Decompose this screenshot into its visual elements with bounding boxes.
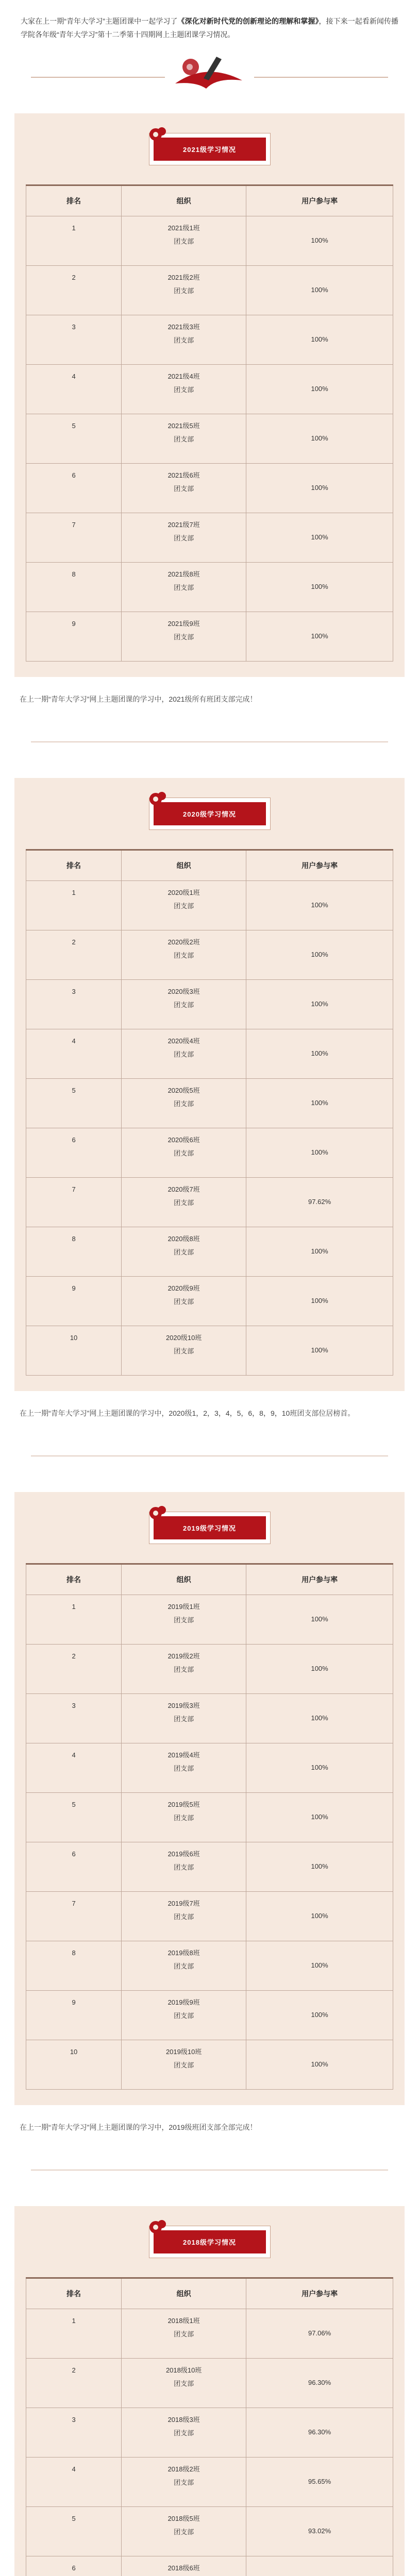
table-row xyxy=(26,414,393,464)
org-line-1: 2020级7班 xyxy=(167,1185,200,1193)
crane-divider-icon xyxy=(0,2134,419,2206)
rate-cell: 100% xyxy=(246,414,393,464)
rate-cell: 100% xyxy=(246,1128,393,1178)
org-cell xyxy=(122,1892,246,1941)
header-org: 组织 xyxy=(122,2278,246,2309)
rate-cell: 100% xyxy=(246,1277,393,1326)
org-line-2: 团支部 xyxy=(174,2330,194,2338)
table-header-row xyxy=(26,185,393,216)
org-line-1: 2020级5班 xyxy=(167,1087,200,1094)
rank-cell: 9 xyxy=(26,1991,122,2040)
ranking-table xyxy=(26,1563,393,2090)
section-badge xyxy=(26,792,393,849)
rate-cell: 100% xyxy=(246,216,393,266)
ranking-table xyxy=(26,2277,393,2576)
rate-cell: 100% xyxy=(246,1079,393,1128)
rank-cell: 7 xyxy=(26,1178,122,1227)
table-row xyxy=(26,1892,393,1941)
table-row xyxy=(26,1595,393,1645)
section-title: 2019级学习情况 xyxy=(154,1516,266,1539)
rate-cell: 96.30% xyxy=(246,2408,393,2458)
org-line-2: 团支部 xyxy=(174,1248,194,1256)
org-line-2: 团支部 xyxy=(174,336,194,344)
org-line-2: 团支部 xyxy=(174,633,194,641)
rate-cell: 97.62% xyxy=(246,1178,393,1227)
org-line-1: 2018级10班 xyxy=(165,2366,202,2374)
section-badge xyxy=(26,2221,393,2277)
rank-cell: 7 xyxy=(26,1892,122,1941)
decorative-divider xyxy=(0,2134,419,2206)
rate-cell: 100% xyxy=(246,1645,393,1694)
org-line-2: 团支部 xyxy=(174,1814,194,1822)
org-cell xyxy=(122,1178,246,1227)
table-row xyxy=(26,513,393,563)
rate-cell: 100% xyxy=(246,1842,393,1892)
org-line-1: 2018级3班 xyxy=(167,2416,200,2424)
rank-cell: 8 xyxy=(26,1941,122,1991)
org-cell xyxy=(122,1991,246,2040)
org-line-2: 团支部 xyxy=(174,1149,194,1157)
rank-cell: 6 xyxy=(26,464,122,513)
org-line-2: 团支部 xyxy=(174,1666,194,1673)
rate-cell: 100% xyxy=(246,1029,393,1079)
rate-cell: 100% xyxy=(246,980,393,1029)
table-row xyxy=(26,1991,393,2040)
rank-cell: 2 xyxy=(26,1645,122,1694)
section-title: 2021级学习情况 xyxy=(154,138,266,161)
org-line-2: 团支部 xyxy=(174,584,194,591)
table-row xyxy=(26,930,393,980)
rank-cell: 2 xyxy=(26,930,122,980)
rank-cell: 3 xyxy=(26,1694,122,1743)
org-line-1: 2018级6班 xyxy=(167,2564,200,2572)
rate-cell: 100% xyxy=(246,930,393,980)
org-line-2: 团支部 xyxy=(174,1001,194,1009)
org-line-2: 团支部 xyxy=(174,435,194,443)
org-cell xyxy=(122,216,246,266)
cloud-seal-icon xyxy=(144,122,170,148)
section-2021 xyxy=(14,113,405,677)
rank-cell: 4 xyxy=(26,2458,122,2507)
org-line-1: 2019级10班 xyxy=(165,2048,202,2056)
decorative-divider xyxy=(0,1420,419,1492)
header-rank: 排名 xyxy=(26,185,122,216)
org-cell xyxy=(122,1128,246,1178)
table-row xyxy=(26,464,393,513)
org-line-1: 2019级3班 xyxy=(167,1702,200,1709)
org-line-2: 团支部 xyxy=(174,1100,194,1108)
rank-cell: 5 xyxy=(26,1079,122,1128)
table-row xyxy=(26,1277,393,1326)
rank-cell: 4 xyxy=(26,365,122,414)
section-badge xyxy=(26,128,393,184)
rate-cell: 100% xyxy=(246,1991,393,2040)
rank-cell: 1 xyxy=(26,881,122,930)
rate-cell xyxy=(246,2556,393,2576)
table-row xyxy=(26,1645,393,1694)
ranking-table xyxy=(26,849,393,1376)
org-line-1: 2019级2班 xyxy=(167,1652,200,1660)
rank-cell: 2 xyxy=(26,2359,122,2408)
intro-bold-title: 《深化对新时代党的创新理论的理解和掌握》 xyxy=(177,17,319,25)
rank-cell: 10 xyxy=(26,1326,122,1376)
section-caption: 在上一期“青年大学习”网上主题团课的学习中，2021级所有班团支部完成！ xyxy=(20,695,257,703)
section-2018 xyxy=(14,2206,405,2576)
table-row xyxy=(26,1793,393,1842)
header-rate: 用户参与率 xyxy=(246,185,393,216)
org-line-2: 团支部 xyxy=(174,1050,194,1058)
table-row xyxy=(26,365,393,414)
rank-cell: 6 xyxy=(26,2556,122,2576)
org-line-1: 2018级1班 xyxy=(167,2317,200,2325)
org-cell xyxy=(122,1694,246,1743)
org-line-2: 团支部 xyxy=(174,2061,194,2069)
ranking-table xyxy=(26,184,393,662)
rank-cell: 5 xyxy=(26,2507,122,2556)
table-row xyxy=(26,2556,393,2576)
intro-suffix: ，接下来一起看新闻传播学院各年级“青年大学习”第十二季第十四期网上主题团课学习情况。 xyxy=(21,17,399,39)
org-cell xyxy=(122,2040,246,2090)
rate-cell: 97.06% xyxy=(246,2309,393,2359)
rate-cell: 100% xyxy=(246,881,393,930)
table-row xyxy=(26,1128,393,1178)
cloud-seal-icon xyxy=(144,787,170,812)
org-cell xyxy=(122,1079,246,1128)
header-rank: 排名 xyxy=(26,2278,122,2309)
rate-cell: 100% xyxy=(246,1326,393,1376)
org-cell xyxy=(122,2309,246,2359)
table-row xyxy=(26,1842,393,1892)
table-row xyxy=(26,1178,393,1227)
org-line-2: 团支部 xyxy=(174,1962,194,1970)
org-line-2: 团支部 xyxy=(174,902,194,910)
org-cell xyxy=(122,1029,246,1079)
org-cell xyxy=(122,2359,246,2408)
org-line-2: 团支部 xyxy=(174,1765,194,1772)
org-line-1: 2021级8班 xyxy=(167,570,200,578)
org-cell xyxy=(122,1277,246,1326)
org-line-1: 2020级9班 xyxy=(167,1284,200,1292)
org-cell xyxy=(122,881,246,930)
table-header-row xyxy=(26,850,393,881)
org-line-2: 团支部 xyxy=(174,1616,194,1624)
org-cell xyxy=(122,930,246,980)
org-cell xyxy=(122,1326,246,1376)
table-row xyxy=(26,216,393,266)
section-title: 2020级学习情况 xyxy=(154,802,266,825)
header-rate: 用户参与率 xyxy=(246,1564,393,1595)
rate-cell: 100% xyxy=(246,1743,393,1793)
org-line-1: 2021级9班 xyxy=(167,620,200,628)
org-cell xyxy=(122,513,246,563)
org-line-1: 2019级8班 xyxy=(167,1949,200,1957)
crane-divider-icon xyxy=(0,1420,419,1492)
org-line-1: 2018级2班 xyxy=(167,2465,200,2473)
rate-cell: 100% xyxy=(246,1892,393,1941)
header-rank: 排名 xyxy=(26,1564,122,1595)
section-2019 xyxy=(14,1492,405,2105)
table-row xyxy=(26,612,393,662)
rate-cell: 100% xyxy=(246,513,393,563)
rank-cell: 10 xyxy=(26,2040,122,2090)
org-line-2: 团支部 xyxy=(174,952,194,959)
org-cell xyxy=(122,315,246,365)
table-row xyxy=(26,2040,393,2090)
table-row xyxy=(26,2458,393,2507)
org-line-2: 团支部 xyxy=(174,2528,194,2536)
org-line-2: 团支部 xyxy=(174,2429,194,2437)
header-rate: 用户参与率 xyxy=(246,2278,393,2309)
org-cell xyxy=(122,1595,246,1645)
rank-cell: 5 xyxy=(26,414,122,464)
rank-cell: 5 xyxy=(26,1793,122,1842)
org-cell xyxy=(122,2458,246,2507)
crane-divider-icon xyxy=(0,41,419,113)
section-badge xyxy=(26,1506,393,1563)
table-row xyxy=(26,563,393,612)
org-cell xyxy=(122,1941,246,1991)
org-line-1: 2021级6班 xyxy=(167,471,200,479)
org-line-2: 团支部 xyxy=(174,2012,194,2020)
rate-cell: 100% xyxy=(246,1941,393,1991)
table-row xyxy=(26,2507,393,2556)
org-cell xyxy=(122,266,246,315)
table-row xyxy=(26,980,393,1029)
org-line-1: 2019级9班 xyxy=(167,1998,200,2006)
rank-cell: 8 xyxy=(26,1227,122,1277)
section-2020 xyxy=(14,778,405,1391)
org-cell xyxy=(122,414,246,464)
rate-cell: 100% xyxy=(246,563,393,612)
org-line-1: 2020级10班 xyxy=(165,1334,202,1342)
org-line-2: 团支部 xyxy=(174,238,194,245)
section-caption: 在上一期“青年大学习”网上主题团课的学习中，2019级班团支部全部完成！ xyxy=(20,2123,257,2131)
section-title: 2018级学习情况 xyxy=(154,2230,266,2253)
org-line-1: 2021级1班 xyxy=(167,224,200,232)
rank-cell: 4 xyxy=(26,1743,122,1793)
org-line-1: 2021级2班 xyxy=(167,274,200,281)
org-line-2: 团支部 xyxy=(174,534,194,542)
org-line-1: 2020级6班 xyxy=(167,1136,200,1144)
section-caption: 在上一期“青年大学习”网上主题团课的学习中，2020级1，2，3，4，5，6，8，9，10班团支部位居榜首。 xyxy=(20,1409,355,1417)
table-row xyxy=(26,1941,393,1991)
table-row xyxy=(26,1743,393,1793)
org-line-1: 2020级1班 xyxy=(167,889,200,896)
cloud-seal-icon xyxy=(144,2215,170,2241)
org-cell xyxy=(122,1842,246,1892)
table-row xyxy=(26,1029,393,1079)
org-line-1: 2021级5班 xyxy=(167,422,200,430)
rate-cell: 93.02% xyxy=(246,2507,393,2556)
rate-cell: 100% xyxy=(246,2040,393,2090)
rate-cell: 100% xyxy=(246,1227,393,1277)
org-line-1: 2020级8班 xyxy=(167,1235,200,1243)
rate-cell: 100% xyxy=(246,315,393,365)
rate-cell: 100% xyxy=(246,1595,393,1645)
org-cell xyxy=(122,563,246,612)
org-cell xyxy=(122,2507,246,2556)
org-line-1: 2019级1班 xyxy=(167,1603,200,1611)
org-cell xyxy=(122,1645,246,1694)
table-row xyxy=(26,1694,393,1743)
rank-cell: 7 xyxy=(26,513,122,563)
table-row xyxy=(26,1079,393,1128)
rank-cell: 6 xyxy=(26,1842,122,1892)
rate-cell: 100% xyxy=(246,266,393,315)
rank-cell: 2 xyxy=(26,266,122,315)
org-cell xyxy=(122,612,246,662)
org-line-2: 团支部 xyxy=(174,2380,194,2387)
org-line-1: 2019级5班 xyxy=(167,1801,200,1808)
article-page xyxy=(0,14,419,2576)
rank-cell: 1 xyxy=(26,216,122,266)
org-cell xyxy=(122,2408,246,2458)
org-line-2: 团支部 xyxy=(174,1298,194,1306)
table-row xyxy=(26,2408,393,2458)
org-line-2: 团支部 xyxy=(174,485,194,493)
rank-cell: 1 xyxy=(26,1595,122,1645)
rate-cell: 100% xyxy=(246,612,393,662)
org-cell xyxy=(122,1793,246,1842)
org-cell xyxy=(122,365,246,414)
org-line-2: 团支部 xyxy=(174,1863,194,1871)
table-row xyxy=(26,315,393,365)
rank-cell: 3 xyxy=(26,315,122,365)
table-header-row xyxy=(26,2278,393,2309)
rank-cell: 4 xyxy=(26,1029,122,1079)
rate-cell: 100% xyxy=(246,1793,393,1842)
rank-cell: 1 xyxy=(26,2309,122,2359)
org-cell xyxy=(122,1743,246,1793)
org-line-2: 团支部 xyxy=(174,386,194,394)
org-line-2: 团支部 xyxy=(174,2479,194,2486)
org-line-1: 2021级3班 xyxy=(167,323,200,331)
table-header-row xyxy=(26,1564,393,1595)
header-rank: 排名 xyxy=(26,850,122,881)
rate-cell: 100% xyxy=(246,464,393,513)
org-cell xyxy=(122,980,246,1029)
table-row xyxy=(26,1326,393,1376)
rank-cell: 6 xyxy=(26,1128,122,1178)
header-rate: 用户参与率 xyxy=(246,850,393,881)
crane-divider-icon xyxy=(0,706,419,778)
rank-cell: 9 xyxy=(26,1277,122,1326)
org-cell xyxy=(122,2556,246,2576)
table-row xyxy=(26,1227,393,1277)
org-line-1: 2021级7班 xyxy=(167,521,200,529)
table-row xyxy=(26,881,393,930)
org-line-1: 2020级4班 xyxy=(167,1037,200,1045)
table-row xyxy=(26,2309,393,2359)
intro-paragraph xyxy=(21,14,398,41)
table-row xyxy=(26,266,393,315)
decorative-divider xyxy=(0,706,419,778)
header-org: 组织 xyxy=(122,850,246,881)
decorative-divider xyxy=(0,41,419,113)
org-cell xyxy=(122,1227,246,1277)
header-org: 组织 xyxy=(122,1564,246,1595)
org-line-1: 2020级2班 xyxy=(167,938,200,946)
table-row xyxy=(26,2359,393,2408)
org-line-2: 团支部 xyxy=(174,287,194,295)
rate-cell: 100% xyxy=(246,365,393,414)
header-org: 组织 xyxy=(122,185,246,216)
org-cell xyxy=(122,464,246,513)
intro-prefix: 大家在上一期“青年大学习”主题团课中一起学习了 xyxy=(21,17,178,25)
org-line-1: 2018级5班 xyxy=(167,2515,200,2522)
rank-cell: 9 xyxy=(26,612,122,662)
org-line-2: 团支部 xyxy=(174,1913,194,1921)
org-line-1: 2019级6班 xyxy=(167,1850,200,1858)
org-line-2: 团支部 xyxy=(174,1199,194,1207)
rate-cell: 95.65% xyxy=(246,2458,393,2507)
org-line-1: 2021级4班 xyxy=(167,372,200,380)
rate-cell: 100% xyxy=(246,1694,393,1743)
org-line-2: 团支部 xyxy=(174,1347,194,1355)
cloud-seal-icon xyxy=(144,1501,170,1527)
org-line-2: 团支部 xyxy=(174,1715,194,1723)
rate-cell: 96.30% xyxy=(246,2359,393,2408)
rank-cell: 8 xyxy=(26,563,122,612)
org-line-1: 2020级3班 xyxy=(167,988,200,995)
rank-cell: 3 xyxy=(26,2408,122,2458)
org-line-1: 2019级7班 xyxy=(167,1900,200,1907)
org-line-1: 2019级4班 xyxy=(167,1751,200,1759)
rank-cell: 3 xyxy=(26,980,122,1029)
